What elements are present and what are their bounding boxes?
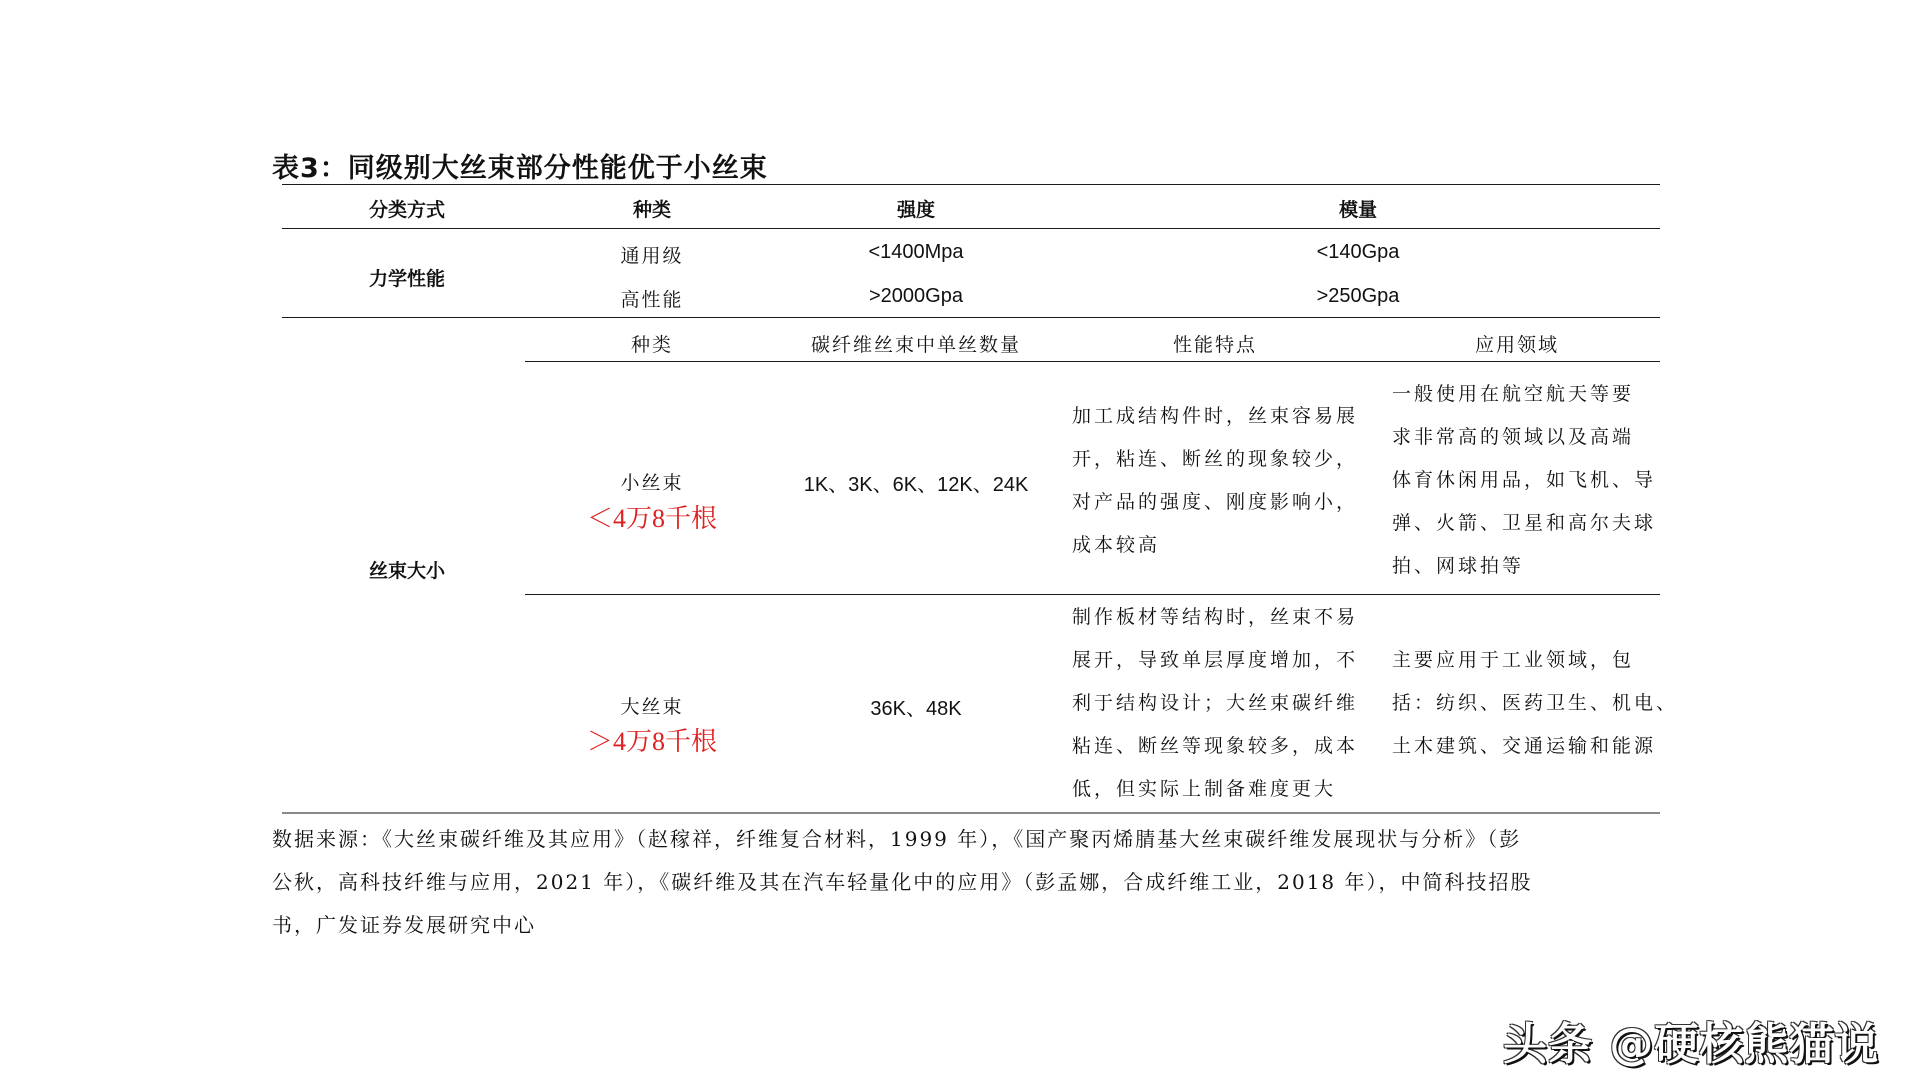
text-line: 加工成结构件时，丝束容易展 <box>1072 405 1359 427</box>
text-line: 制作板材等结构时，丝束不易 <box>1072 606 1359 628</box>
filament-count-cell: 1K、3K、6K、12K、24K <box>803 474 1029 496</box>
strength-cell: >2000Gpa <box>869 285 963 307</box>
characteristics-cell <box>1072 596 1358 811</box>
type-cell: 高性能 <box>620 289 684 311</box>
text-line: 利于结构设计；大丝束碳纤维 <box>1072 692 1359 714</box>
modulus-cell: >250Gpa <box>1316 285 1400 307</box>
text-line: 土木建筑、交通运输和能源 <box>1392 735 1657 757</box>
header-strength: 强度 <box>896 199 935 221</box>
type-cell: 通用级 <box>620 245 684 267</box>
applications-cell <box>1392 639 1678 768</box>
text-line: 括：纺织、医药卫生、机电、 <box>1392 692 1679 714</box>
tow-size-label: 丝束大小 <box>368 560 445 582</box>
filament-threshold-annotation: ＞4万8千根 <box>586 727 717 756</box>
mechanical-bottom-rule <box>282 317 1660 318</box>
source-line: 数据来源：《大丝束碳纤维及其应用》（赵稼祥，纤维复合材料，1999 年），《国产聚丙烯腈基大丝束碳纤维发展现状与分析》（彭 <box>272 827 1522 851</box>
characteristics-cell <box>1072 395 1358 567</box>
table-title: 表3：同级别大丝束部分性能优于小丝束 <box>272 153 768 184</box>
strength-cell: <1400Mpa <box>868 241 964 263</box>
subheader-filament-count: 碳纤维丝束中单丝数量 <box>810 334 1021 356</box>
subheader-bottom-rule <box>525 361 1660 362</box>
small-tow-bottom-rule <box>525 594 1660 595</box>
text-line: 体育休闲用品，如飞机、导 <box>1392 469 1657 491</box>
source-line: 书，广发证券发展研究中心 <box>272 913 536 937</box>
text-line: 低，但实际上制备难度更大 <box>1072 778 1337 800</box>
modulus-cell: <140Gpa <box>1316 241 1400 263</box>
type-cell: 小丝束 <box>620 472 684 494</box>
watermark: 头条 @硬核熊猫说 <box>1503 1019 1880 1070</box>
header-modulus: 模量 <box>1338 199 1377 221</box>
filament-threshold-annotation: ＜4万8千根 <box>586 504 717 533</box>
mechanical-label: 力学性能 <box>368 268 445 290</box>
subheader-type: 种类 <box>630 334 673 356</box>
subheader-characteristics: 性能特点 <box>1172 334 1257 356</box>
header-type: 种类 <box>632 199 671 221</box>
text-line: 弹、火箭、卫星和高尔夫球 <box>1392 512 1657 534</box>
source-line: 公秋，高科技纤维与应用，2021 年），《碳纤维及其在汽车轻量化中的应用》（彭孟娜，合成纤维工业，2018 年），中简科技招股 <box>272 870 1533 894</box>
text-line: 一般使用在航空航天等要 <box>1392 383 1635 405</box>
filament-count-cell: 36K、48K <box>870 698 962 720</box>
subheader-applications: 应用领域 <box>1474 334 1559 356</box>
table-bottom-rule <box>282 812 1660 814</box>
text-line: 成本较高 <box>1072 534 1161 556</box>
text-line: 粘连、断丝等现象较多，成本 <box>1072 735 1359 757</box>
text-line: 主要应用于工业领域，包 <box>1392 649 1635 671</box>
text-line: 开，粘连、断丝的现象较少， <box>1072 448 1359 470</box>
applications-cell <box>1392 373 1656 588</box>
header-bottom-rule <box>282 228 1660 229</box>
text-line: 求非常高的领域以及高端 <box>1392 426 1635 448</box>
text-line: 对产品的强度、刚度影响小， <box>1072 491 1359 513</box>
type-cell: 大丝束 <box>620 696 684 718</box>
text-line: 展开，导致单层厚度增加，不 <box>1072 649 1359 671</box>
text-line: 拍、网球拍等 <box>1392 555 1525 577</box>
table-top-rule <box>282 184 1660 185</box>
header-classification: 分类方式 <box>368 199 445 221</box>
